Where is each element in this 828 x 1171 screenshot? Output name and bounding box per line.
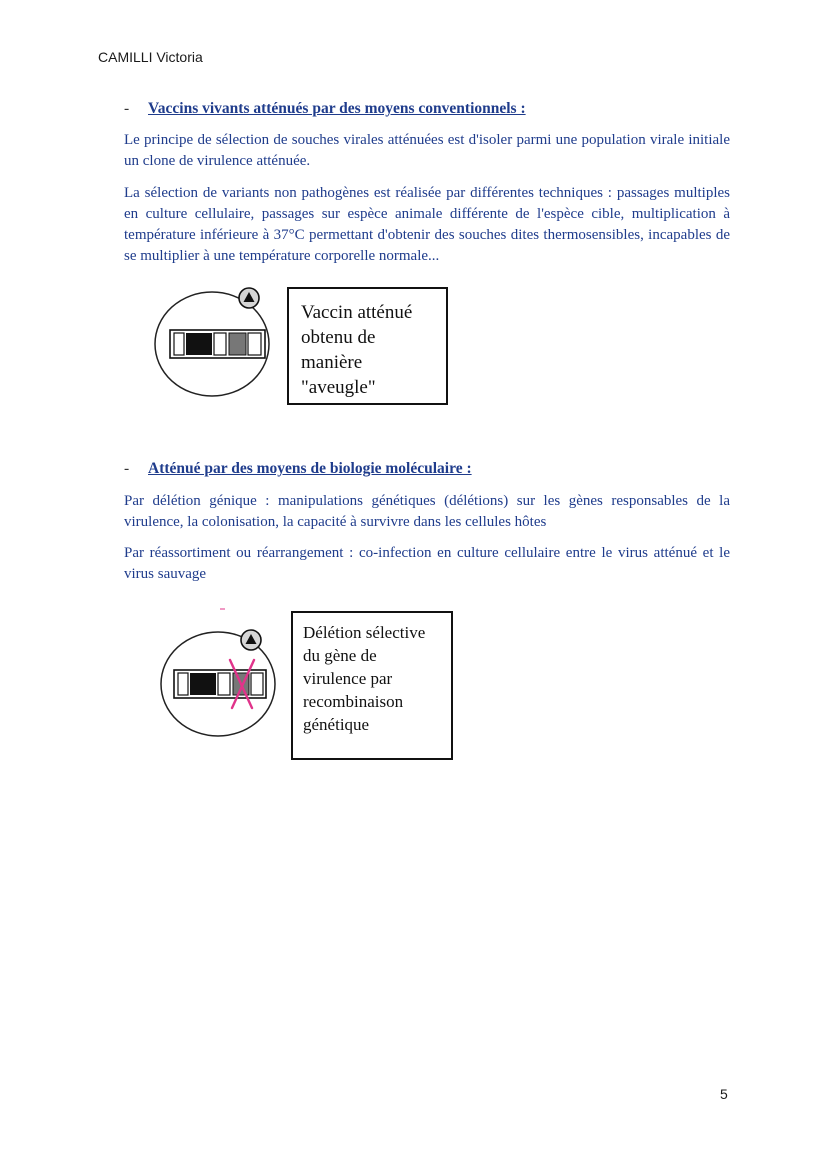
virus-diagram-1 xyxy=(150,286,280,408)
figure1-caption: Vaccin atténué obtenu de manière "aveugle" xyxy=(301,302,413,398)
figure-attenuated-blind xyxy=(150,286,450,408)
section1-heading xyxy=(124,100,526,118)
gene-segment-black xyxy=(190,673,216,695)
virus-diagram-2 xyxy=(155,606,290,746)
gene-segment-grey xyxy=(229,333,246,355)
section2-heading xyxy=(124,460,472,478)
gene-segment-white xyxy=(214,333,226,355)
gene-segment-white xyxy=(174,333,184,355)
figure1-caption-box xyxy=(287,287,448,405)
section2-paragraph-2: Par réassortiment ou réarrangement : co-infection en culture cellulaire entre le virus atténué et le virus sauvage xyxy=(124,545,730,582)
section1-bullet: - xyxy=(124,100,130,117)
gene-segment-black xyxy=(186,333,212,355)
figure2-caption-box xyxy=(291,611,453,760)
gene-segment-white xyxy=(178,673,188,695)
section1-paragraph-1: Le principe de sélection de souches virales atténuées est d'isoler parmi une population virale initiale un clone de virulence atténuée. xyxy=(124,132,730,169)
document-author: CAMILLI Victoria xyxy=(98,49,203,65)
figure2-caption: Délétion sélective du gène de virulence par recombinaison génétique xyxy=(303,623,426,734)
page-number: 5 xyxy=(720,1086,728,1102)
figure-gene-deletion xyxy=(155,606,455,764)
section2-bullet: - xyxy=(124,460,130,477)
gene-segment-white xyxy=(251,673,263,695)
section2-paragraph-1: Par délétion génique : manipulations génétiques (délétions) sur les gènes responsables de la virulence, la colonisation, la capacité à survivre dans les cellules hôtes xyxy=(124,493,730,530)
section1-title: Vaccins vivants atténués par des moyens conventionnels : xyxy=(148,100,526,117)
section2-title: Atténué par des moyens de biologie moléculaire : xyxy=(148,460,472,477)
gene-segment-white xyxy=(248,333,261,355)
gene-segment-white xyxy=(218,673,230,695)
section1-paragraph-2: La sélection de variants non pathogènes est réalisée par différentes techniques : passages multiples en culture cellulaire, passages sur espèce animale différente de l'espèce cible, multiplication à température inférieure à 37°C permettant d'obtenir des souches dites thermosensibles, incapables de se multiplier à une température corporelle normale... xyxy=(124,185,730,264)
